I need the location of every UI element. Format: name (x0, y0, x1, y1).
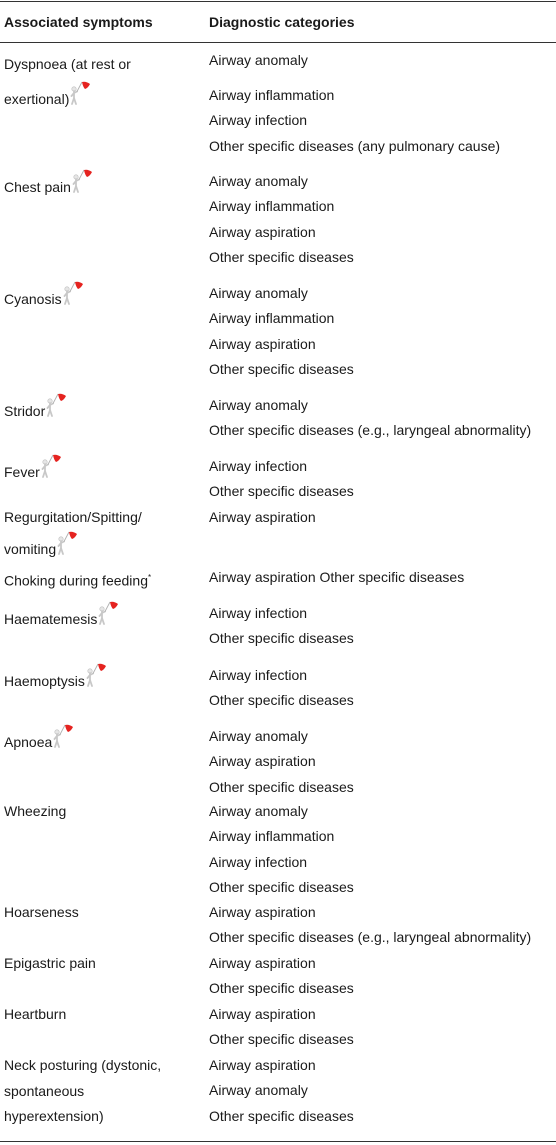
table-bottom-rule (0, 1141, 556, 1142)
symptom-text: spontaneous (4, 1082, 85, 1099)
category-text: Airway aspiration (209, 1057, 316, 1073)
symptom-text: hyperextension) (4, 1108, 104, 1124)
symptom-text: Neck posturing (dystonic, (4, 1057, 162, 1073)
symptom-text: Haematemesis (4, 601, 204, 634)
category-text: Airway anomaly (209, 285, 308, 301)
category-text: Airway infection (209, 605, 308, 621)
category-text: Other specific diseases (209, 779, 354, 795)
category-text: Airway anomaly (209, 397, 308, 413)
category-text: Airway aspiration (209, 753, 316, 769)
symptom-text: Apnoea (4, 724, 204, 757)
symptom-cell (4, 724, 204, 757)
symptom-text: Hoarseness (4, 904, 79, 920)
red-flag-figure-icon (63, 281, 85, 314)
symptom-text: Epigastric pain (4, 955, 96, 971)
category-text: Other specific diseases (e.g., laryngeal abnormality) (209, 422, 532, 438)
red-flag-figure-icon (72, 169, 94, 202)
category-text: Airway inflammation (209, 198, 335, 214)
category-text: Other specific diseases (e.g., laryngeal abnormality) (209, 929, 532, 945)
symptom-cell (4, 48, 204, 117)
red-flag-figure-icon (98, 601, 120, 634)
category-text: Airway aspiration (209, 904, 316, 920)
symptom-cell (4, 454, 204, 487)
symptom-cell (4, 281, 204, 314)
header-rule (0, 42, 556, 43)
red-flag-figure-icon (86, 663, 108, 696)
symptom-text: Fever (4, 454, 204, 487)
category-text: Airway inflammation (209, 310, 335, 326)
symptom-text: Cyanosis (4, 281, 204, 314)
category-text: Other specific diseases (209, 1031, 354, 1047)
symptom-cell (4, 565, 204, 594)
symptom-cell (4, 951, 204, 977)
category-text: Airway aspiration (209, 336, 316, 352)
category-text: Other specific diseases (209, 361, 354, 377)
category-text: Airway anomaly (209, 728, 308, 744)
symptom-cell (4, 900, 204, 926)
category-text: Other specific diseases (209, 980, 354, 996)
symptom-text: Wheezing (4, 803, 67, 819)
footnote-marker: * (148, 573, 152, 582)
symptom-text: vomiting (4, 531, 204, 564)
symptom-cell (4, 393, 204, 426)
category-text: Airway inflammation (209, 87, 335, 103)
symptom-text: Choking during feeding* (4, 572, 152, 589)
red-flag-figure-icon (70, 81, 92, 117)
category-text: Airway infection (209, 854, 308, 870)
category-text: Airway aspiration (209, 955, 316, 971)
symptom-text: Haemoptysis (4, 663, 204, 696)
category-text: Airway aspiration Other specific diseases (209, 569, 465, 585)
category-text: Airway infection (209, 667, 308, 683)
category-text: Airway aspiration (209, 509, 316, 525)
category-text: Other specific diseases (209, 630, 354, 646)
symptom-text: Chest pain (4, 169, 204, 202)
category-text: Airway infection (209, 112, 308, 128)
category-text: Airway anomaly (209, 1082, 308, 1098)
table-top-rule (0, 1, 556, 2)
category-text: Other specific diseases (any pulmonary cause) (209, 138, 501, 154)
red-flag-figure-icon (57, 531, 79, 564)
symptom-cell (4, 601, 204, 634)
category-text: Airway aspiration (209, 224, 316, 240)
symptom-text: Regurgitation/Spitting/ (4, 509, 142, 525)
symptom-cell (4, 1053, 204, 1130)
category-text: Other specific diseases (209, 692, 354, 708)
category-text: Airway aspiration (209, 1006, 316, 1022)
category-text: Other specific diseases (209, 879, 354, 895)
symptom-cell (4, 169, 204, 202)
symptom-cell (4, 505, 204, 563)
symptom-text: Heartburn (4, 1006, 67, 1022)
symptom-text: Dyspnoea (at rest or (4, 56, 131, 72)
category-text: Airway anomaly (209, 173, 308, 189)
symptom-cell (4, 663, 204, 696)
symptom-cell (4, 799, 204, 825)
category-text: Other specific diseases (209, 483, 354, 499)
header-diagnostic-categories: Diagnostic categories (209, 14, 355, 30)
header-associated-symptoms: Associated symptoms (4, 14, 153, 30)
red-flag-figure-icon (53, 724, 75, 757)
category-text: Airway infection (209, 458, 308, 474)
category-text: Airway inflammation (209, 828, 335, 844)
category-text: Airway anomaly (209, 803, 308, 819)
symptom-text: exertional) (4, 81, 204, 117)
red-flag-figure-icon (46, 393, 68, 426)
symptom-text: Stridor (4, 393, 204, 426)
category-text: Airway anomaly (209, 52, 308, 68)
symptom-cell (4, 1002, 204, 1028)
category-text: Other specific diseases (209, 1108, 354, 1124)
red-flag-figure-icon (41, 454, 63, 487)
category-text: Other specific diseases (209, 249, 354, 265)
